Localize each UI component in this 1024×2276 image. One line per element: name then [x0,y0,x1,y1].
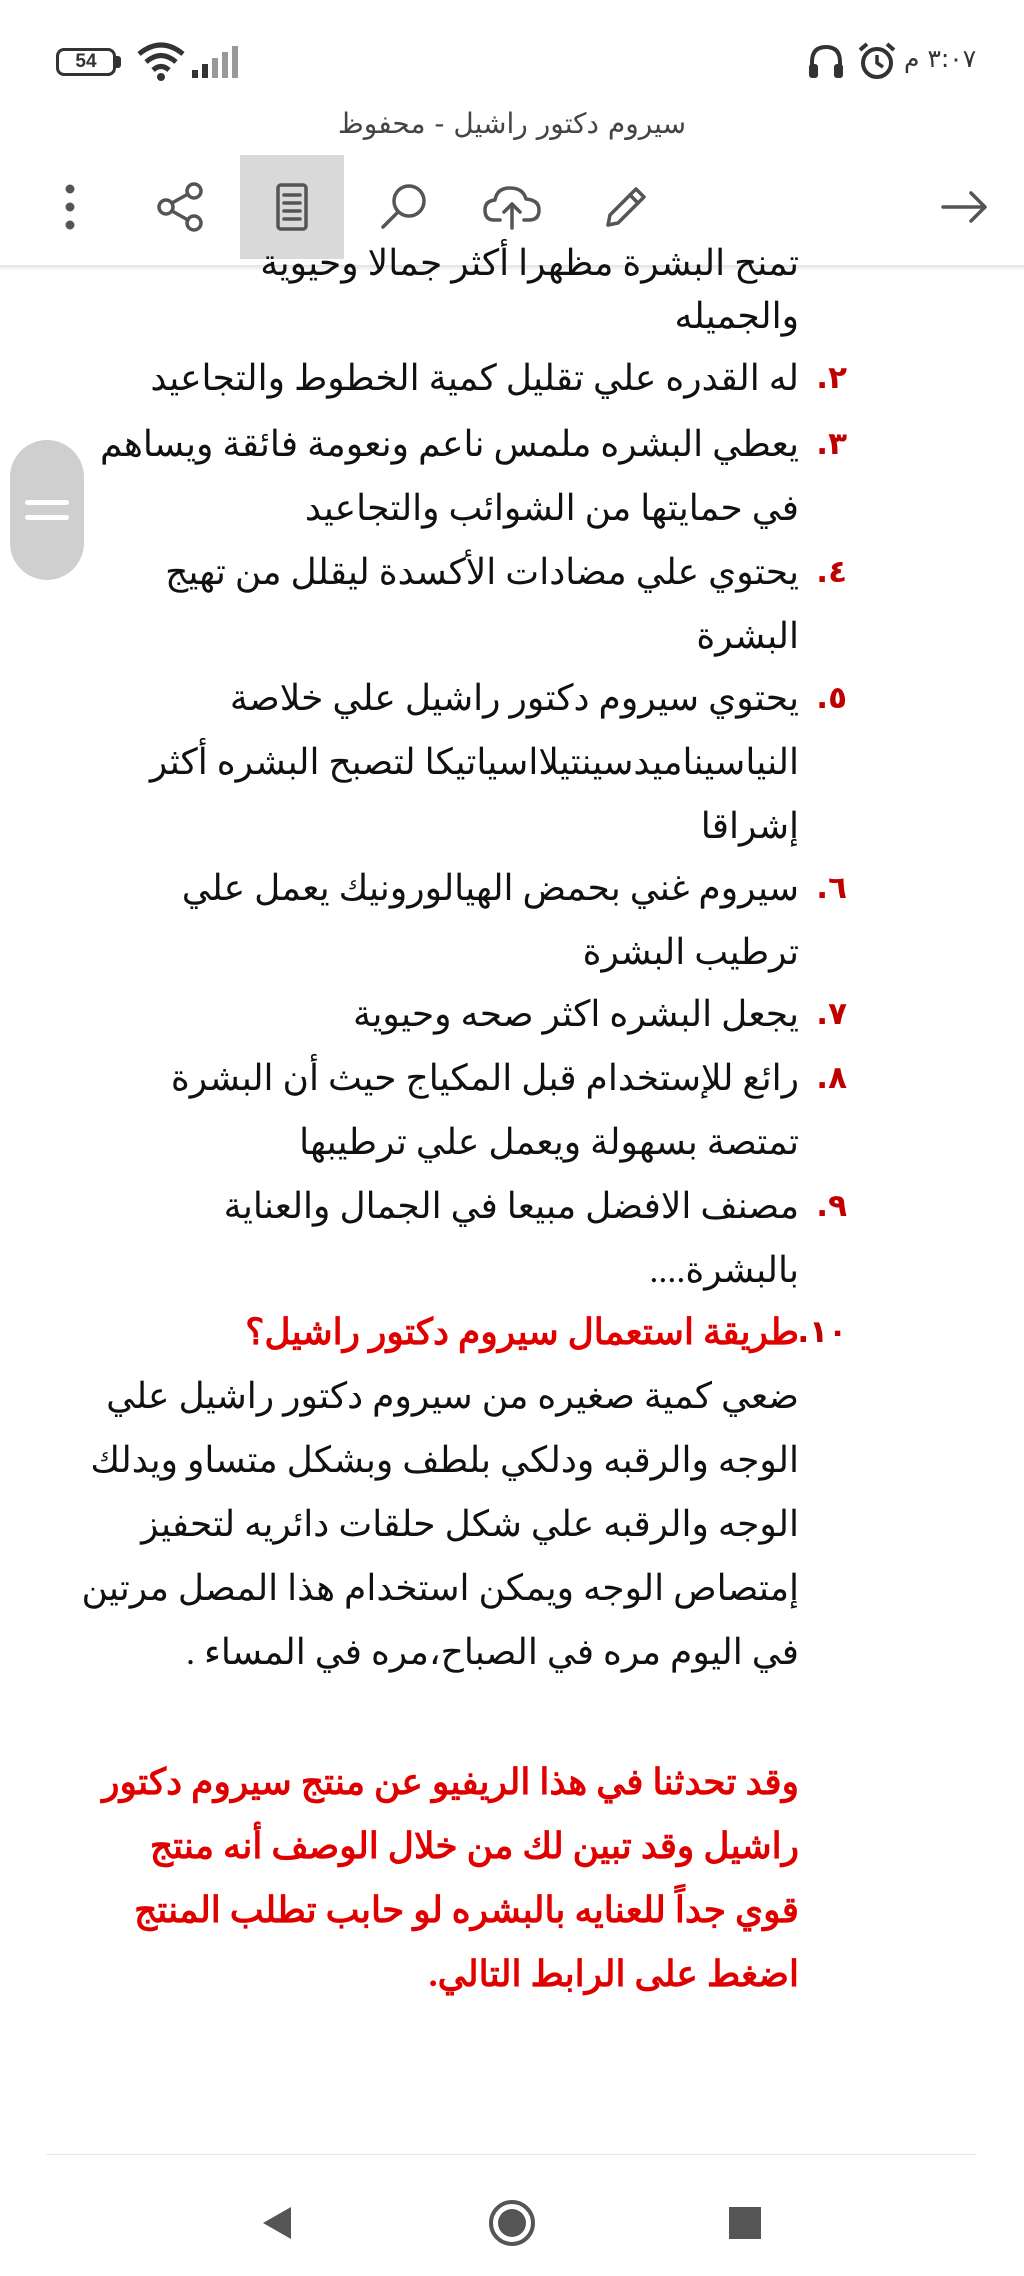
status-time: ٣:٠٧ م [904,44,977,73]
list-item-number: ٣. [816,426,847,462]
list-item-number: ٩. [816,1188,847,1224]
list-item-text: يحتوي سيروم دكتور راشيل علي خلاصة النياسيناميدسينتيلااسياتيكا لتصبح البشره أكثر إشراقا [149,678,799,846]
list-item [79,540,847,668]
list-item [79,284,799,348]
list-item-text: يجعل البشره اكثر صحه وحيوية [353,994,799,1034]
heading-text: طريقة استعمال سيروم دكتور راشيل؟ [245,1312,799,1352]
partial-line: تمنح البشرة مظهرا أكثر جمالا وحيوية [260,243,799,283]
heading-number: ١٠. [797,1314,847,1350]
navigation-bar [0,2160,1024,2276]
cloud-upload-icon [482,182,542,232]
list-item-number: ٤. [816,554,847,590]
home-button[interactable] [477,2188,547,2258]
section-heading [79,1300,847,1364]
instructions-text: ضعي كمية صغيره من سيروم دكتور راشيل علي الوجه والرقبه ودلكي بلطف وبشكل متساو ويدلك الوجه والرقبه علي شكل حلقات دائريه لتحفيز إمتصاص الوجه ويمكن استخدام هذا المصل مرتين في اليوم مره في الصباح،مره في المساء . [81,1376,799,1672]
edit-icon [600,181,652,233]
nav-divider [46,2154,976,2155]
list-item-text: سيروم غني بحمض الهيالورونيك يعمل علي ترطيب البشرة [181,868,799,972]
handle-grip-line [25,515,69,520]
closing-text: وقد تحدثنا في هذا الريفيو عن منتج سيروم دكتور راشيل وقد تبين لك من خلال الوصف أنه منتج قوي جداً للعنايه بالبشره لو حابب تطلب المنتج اضغط على الرابط التالي. [102,1762,799,1994]
headset-icon [806,42,846,82]
list-item-number: ٦. [816,870,847,906]
document-content[interactable] [0,243,1024,2150]
share-icon [154,181,206,233]
document-title: سيروم دكتور راشيل - محفوظ [337,107,687,140]
scroll-drag-handle[interactable] [10,440,84,580]
status-bar [0,0,1024,100]
list-item-text: يعطي البشره ملمس ناعم ونعومة فائقة ويساهم في حمايتها من الشوائب والتجاعيد [99,424,799,528]
closing-paragraph [79,1750,799,2006]
recents-icon [727,2205,763,2241]
home-icon [487,2198,537,2248]
battery-level: 54 [75,51,97,72]
list-item-number: ٥. [816,680,847,716]
battery-icon [56,48,116,76]
list-item-text: له القدره علي تقليل كمية الخطوط والتجاعيد [150,358,799,398]
signal-icon [190,44,242,80]
more-icon [60,181,80,233]
battery-tip [116,56,121,68]
list-item [79,982,847,1046]
back-button[interactable] [242,2188,312,2258]
list-item-text: والجميله [674,296,799,336]
list-item-text: رائع للإستخدام قبل المكياج حيث أن البشرة تمتصة بسهولة ويعمل علي ترطيبها [170,1058,799,1162]
list-item [79,1046,847,1174]
list-item [79,346,847,410]
forward-arrow-icon [939,187,991,227]
search-icon [377,180,431,234]
list-item-text: يحتوي علي مضادات الأكسدة ليقلل من تهيج البشرة [165,552,799,656]
back-icon [257,2203,297,2243]
forward-button[interactable] [930,155,1000,259]
alarm-icon [856,40,898,82]
list-item [79,1174,847,1302]
list-item-number: ٧. [816,996,847,1032]
list-item-number: ٨. [816,1060,847,1096]
instructions-paragraph [79,1364,799,1684]
list-item [79,856,847,984]
reading-view-icon [272,181,312,233]
list-item-text: مصنف الافضل مبيعا في الجمال والعناية بالبشرة.... [223,1186,799,1290]
recents-button[interactable] [710,2188,780,2258]
list-item-number: ٢. [816,360,847,396]
handle-grip-line [25,500,69,505]
list-item [79,666,847,858]
wifi-icon [136,40,186,82]
list-item [79,412,847,540]
